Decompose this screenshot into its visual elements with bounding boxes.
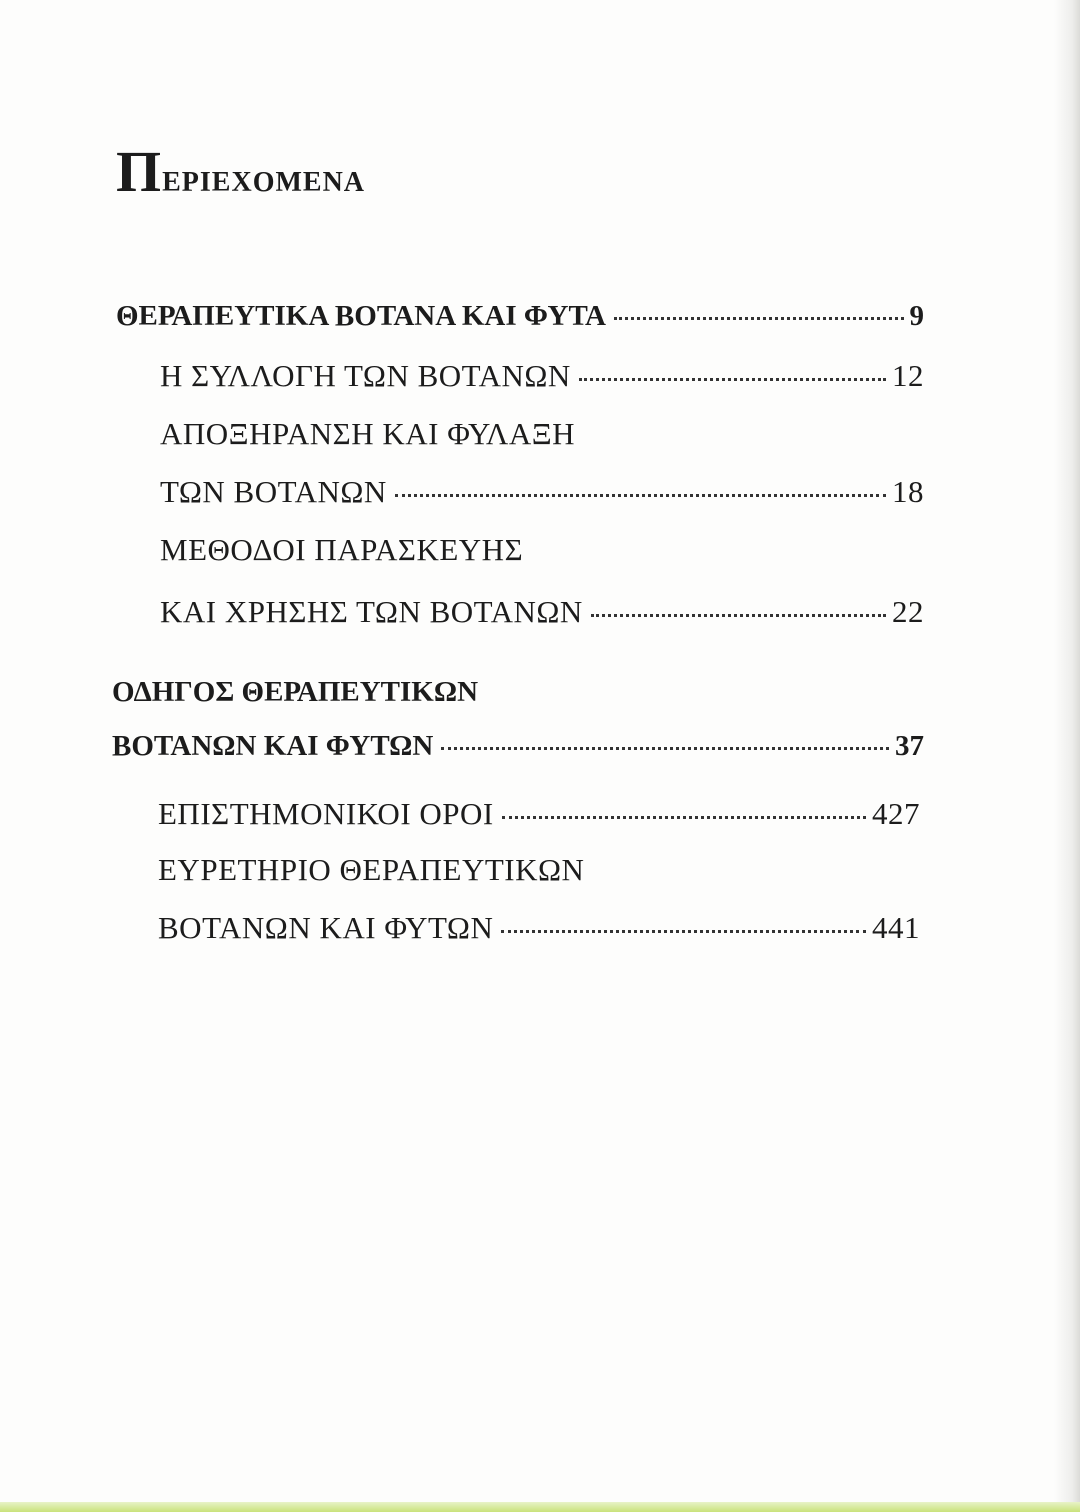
toc-item-label: ΤΩΝ ΒΟΤΑΝΩΝ (160, 474, 387, 509)
dot-leader (441, 747, 889, 750)
toc-section-2-page: 37 (895, 730, 924, 762)
dot-leader (579, 378, 886, 381)
toc-item-page: 12 (892, 358, 924, 393)
toc-item-label: ΜΕΘΟΔΟΙ ΠΑΡΑΣΚΕΥΗΣ (160, 532, 524, 567)
toc-item-label: ΒΟΤΑΝΩΝ ΚΑΙ ΦΥΤΩΝ (158, 910, 494, 945)
toc-item-collection[interactable] (160, 358, 924, 394)
page-title-rest: εριεχομενα (162, 155, 366, 200)
toc-item-index-line1[interactable] (158, 852, 920, 888)
toc-item-label: ΑΠΟΞΗΡΑΝΣΗ ΚΑΙ ΦΥΛΑΞΗ (160, 416, 576, 451)
toc-item-page: 18 (892, 474, 924, 509)
toc-item-terms[interactable] (158, 796, 920, 832)
page-title (116, 138, 365, 205)
dot-leader (502, 816, 866, 819)
toc-item-label: ΚΑΙ ΧΡΗΣΗΣ ΤΩΝ ΒΟΤΑΝΩΝ (160, 594, 583, 629)
toc-item-label: ΕΠΙΣΤΗΜΟΝΙΚΟΙ ΟΡΟΙ (158, 796, 494, 831)
toc-item-label: Η ΣΥΛΛΟΓΗ ΤΩΝ ΒΟΤΑΝΩΝ (160, 358, 571, 393)
page-bottom-edge (0, 1502, 1080, 1512)
dot-leader (614, 317, 904, 320)
page-edge-shadow (1054, 0, 1080, 1512)
toc-section-1[interactable] (116, 300, 924, 333)
toc-section-1-title: ΘΕΡΑΠΕΥΤΙΚΑ ΒΟΤΑΝΑ ΚΑΙ ΦΥΤΑ (116, 300, 606, 332)
toc-section-1-page: 9 (909, 300, 924, 332)
toc-item-page: 441 (872, 910, 920, 945)
toc-section-2-line2[interactable] (112, 730, 924, 763)
toc-item-page: 427 (872, 796, 920, 831)
dot-leader (501, 930, 866, 933)
toc-item-index-line2[interactable] (158, 910, 920, 946)
toc-section-2-title: ΟΔΗΓΟΣ ΘΕΡΑΠΕΥΤΙΚΩΝ (112, 676, 479, 708)
toc-section-2-title: ΒΟΤΑΝΩΝ ΚΑΙ ΦΥΤΩΝ (112, 730, 434, 762)
toc-item-methods-line2[interactable] (160, 594, 924, 630)
toc-item-drying-line1[interactable] (160, 416, 924, 452)
toc-item-page: 22 (892, 594, 924, 629)
dot-leader (395, 494, 886, 497)
dot-leader (591, 614, 886, 617)
toc-section-2-line1[interactable] (112, 676, 924, 709)
toc-item-label: ΕΥΡΕΤΗΡΙΟ ΘΕΡΑΠΕΥΤΙΚΩΝ (158, 852, 585, 887)
page-title-initial: Π (116, 139, 163, 204)
toc-item-methods-line1[interactable] (160, 532, 924, 568)
toc-item-drying-line2[interactable] (160, 474, 924, 510)
